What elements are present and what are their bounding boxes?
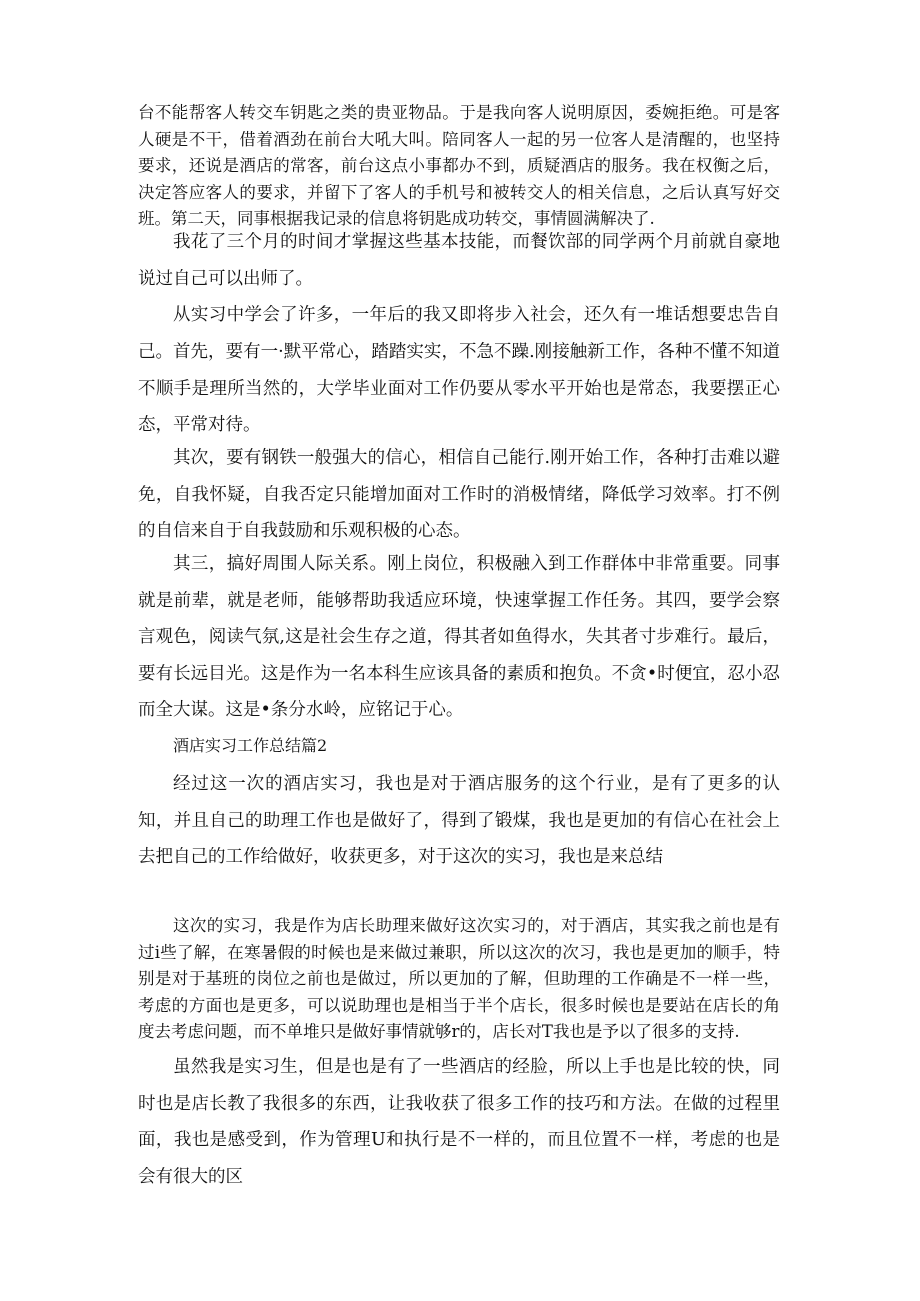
section-title: 酒店实习工作总结篇2	[173, 736, 328, 755]
paragraph-experience	[138, 1049, 780, 1195]
paragraph-three-months	[138, 224, 780, 297]
paragraph-assistant-role	[138, 913, 780, 1046]
paragraph-text: 首先，要有一·默平常心，踏踏实实，不急不躁.刚接触新工作，各种不懂不知道不顺手是理所当然的，大学毕业面对工作仍要从零水平开始也是常态，我要摆正心态，平常对待。	[138, 342, 780, 435]
paragraph-text: 我花了三个月的时间才掌握这些基本技能，而餐饮部的同学两个月前就自豪地说过自己可以出师了。	[138, 232, 780, 289]
paragraph-text: 其三，搞好周围人际关系。刚上岗位，积极融入到工作群体中非常重要。同事就是前辈，就是老师，能够帮助我适应环境，快速掌握工作任务。其四，要学会察言观色，阅读气氛,这是社会生存之道，得其者如鱼得水，失其者寸步难行。最后，要有长远目光。这是作为一名本科生应该具备的素质和抱负。不贪•时便宜，忍小忍而全大谋。这是•条分水岭，应铭记于心。	[138, 554, 780, 720]
section-heading	[138, 733, 780, 759]
paragraph-text: 其次，要有钢铁一般强大的信心，相信自己能行.刚开始工作，各种打击难以避免，自我怀疑，自我否定只能增加面对工作时的消极情绪，降低学习效率。打不例的自信来自于自我鼓励和乐观积极的心态。	[138, 448, 780, 541]
paragraph-third	[138, 546, 780, 729]
paragraph-text: 从实习中学会了许多，一年后的我又即将步入社会，还久有一堆话想要忠告自己。	[138, 305, 780, 362]
paragraph-intro	[138, 766, 780, 876]
paragraph-text: 经过这一次的酒店实习，我也是对于酒店服务的这个行业，是有了更多的认知，并且自己的助理工作也是做好了，得到了锻煤，我也是更加的有信心在社会上去把自己的工作给做好，收获更多，对于这次的实习，我也是来总结	[138, 774, 780, 867]
paragraph-first	[138, 334, 780, 444]
paragraph-text: 这次的实习，我是作为店长助理来做好这次实习的，对于酒店，其实我之前也是有过i些了解，在寒暑假的时候也是来做过兼职，所以这次的次习，我也是更加的顺手，特别是对于基班的岗位之前也是做过，所以更加的了解，但助理的工作确是不一样一些，考虑的方面也是更多，可以说助理也是相当于半个店长，很多时候也是要站在店长的角度去考虑问题，而不单堆只是做好事情就够r的，店长对T我也是予以了很多的支持.	[138, 916, 780, 1041]
paragraph-text: 台不能帮客人转交车钥匙之类的贵亚物品。于是我向客人说明原因，委婉拒绝。可是客人硬是不干，借着酒劲在前台大吼大叫。陪同客人一起的另一位客人是清醒的，也坚持要求，还说是酒店的常客，前台这点小事都办不到，质疑酒店的服务。我在权衡之后，决定答应客人的要求，并留下了客人的手机号和被转交人的相关信息，之后认真写好交班。第二天，同事根据我记录的信息将钥匙成功转交，事情圆满解决了.	[138, 103, 780, 228]
paragraph-text: 虽然我是实习生，但是也是有了一些酒店的经脸，所以上手也是比较的快，同时也是店长教了我很多的东西，让我收获了很多工作的技巧和方法。在做的过程里面，我也是感受到，作为管理U和执行是不一样的，而且位置不一样，考虑的也是会有很大的区	[138, 1057, 780, 1187]
paragraph-second	[138, 440, 780, 550]
paragraph-key-handover	[138, 100, 780, 233]
